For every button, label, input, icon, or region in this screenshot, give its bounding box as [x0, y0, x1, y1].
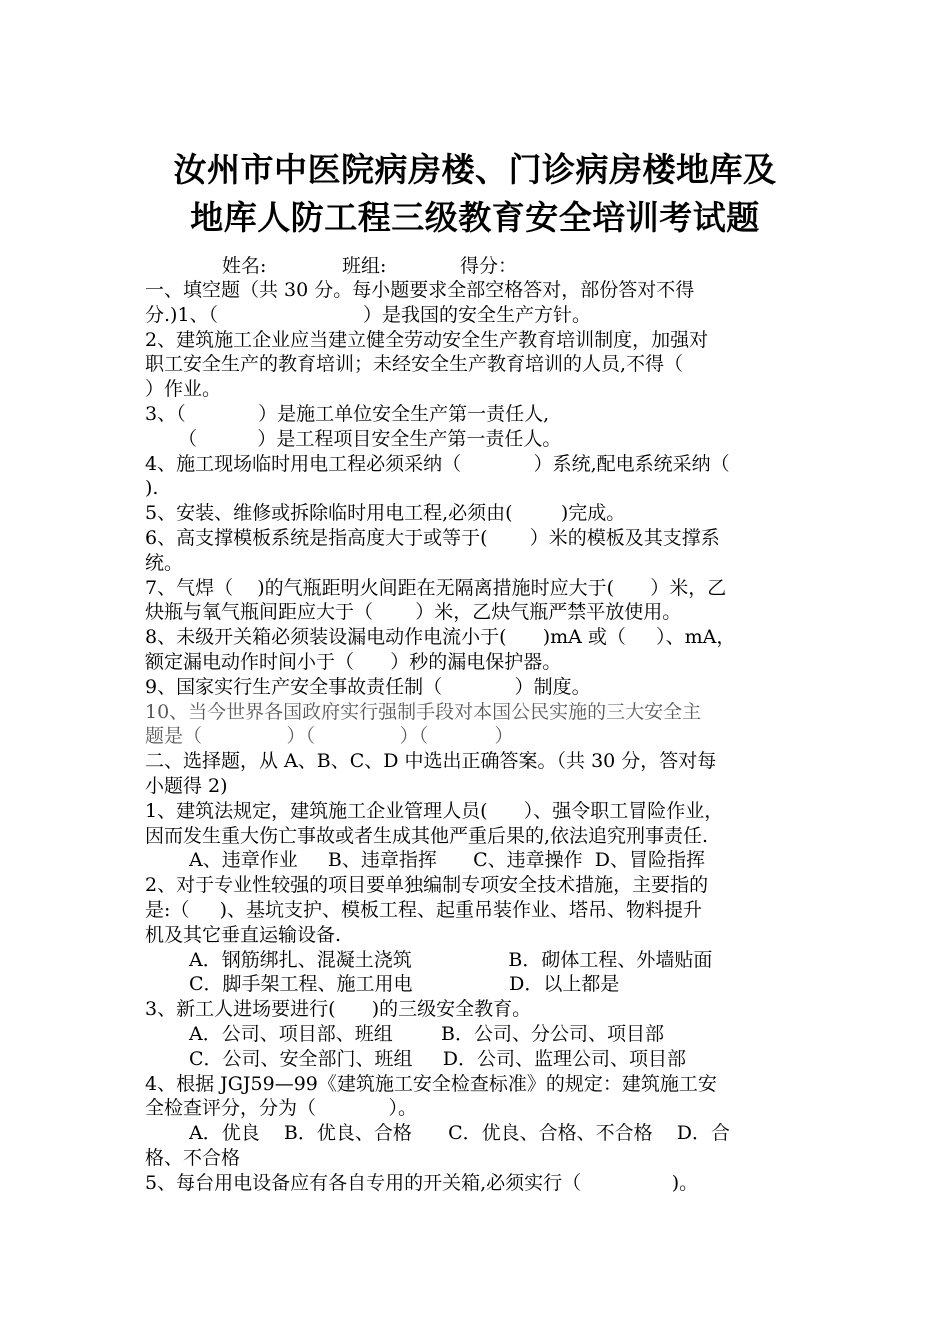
answer-options: A、违章作业 B、违章指挥 C、违章操作 D、冒险指挥 — [189, 849, 705, 872]
question-line: 1、建筑法规定，建筑施工企业管理人员( ）、强令职工冒险作业， — [145, 799, 724, 822]
question-line: 机及其它垂直运输设备. — [145, 923, 342, 946]
question-line: 3、新工人进场要进行( )的三级安全教育。 — [145, 998, 532, 1021]
question-line: 8、未级开关箱必须装设漏电动作电流小于( )mA 或（ ）、mA， — [145, 626, 736, 649]
question-line: 因而发生重大伤亡事故或者生成其他严重后果的,依法追究刑事责任. — [145, 824, 709, 847]
question-line: ）作业。 — [145, 378, 222, 401]
question-line: ). — [145, 477, 159, 500]
exam-title-line-1: 汝州市中医院病房楼、门诊病房楼地库及 — [173, 150, 777, 189]
question-line: 6、高支撑模板系统是指高度大于或等于( ）米的模板及其支撑系 — [145, 526, 720, 549]
score-label: 得分： — [460, 255, 518, 277]
question-line: （ ）是工程项目安全生产第一责任人。 — [178, 427, 562, 450]
question-line: 职工安全生产的教育培训；未经安全生产教育培训的人员,不得（ — [145, 353, 684, 376]
question-line: 2、对于专业性较强的项目要单独编制专项安全技术措施，主要指的 — [145, 874, 709, 897]
answer-options: A．钢筋绑扎、混凝土浇筑 B．砌体工程、外墙贴面 — [189, 948, 713, 971]
question-line: 统。 — [145, 551, 184, 574]
question-line: 2、建筑施工企业应当建立健全劳动安全生产教育培训制度，加强对 — [145, 328, 709, 351]
question-line: 额定漏电动作时间小于（ ）秒的漏电保护器。 — [145, 650, 562, 673]
question-line: 7、气焊（ )的气瓶距明火间距在无隔离措施时应大于( ）米，乙 — [145, 576, 727, 599]
question-line: 5、每台用电设备应有各自专用的开关箱,必须实行（ )。 — [145, 1171, 699, 1194]
answer-options: A．公司、项目部、班组 B．公司、分公司、项目部 — [189, 1022, 665, 1045]
answer-options: 格、不合格 — [145, 1146, 241, 1169]
exam-body — [145, 278, 810, 1195]
question-line: 10、当今世界各国政府实行强制手段对本国公民实施的三大安全主 — [145, 700, 702, 723]
question-line: 4、根据 JGJ59—99《建筑施工安全检查标准》的规定：建筑施工安 — [145, 1072, 717, 1095]
answer-options: A．优良 B．优良、合格 C．优良、合格、不合格 D．合 — [189, 1122, 731, 1145]
question-line: 分.)1、（ ）是我国的安全生产方针。 — [145, 303, 591, 326]
question-line: 5、安装、维修或拆除临时用电工程,必须由( )完成。 — [145, 502, 626, 525]
question-line: 3、（ ）是施工单位安全生产第一责任人, — [145, 402, 550, 425]
name-label: 姓名: — [222, 255, 267, 277]
question-line: 4、施工现场临时用电工程必须采纳（ ）系统,配电系统采纳（ — [145, 452, 730, 475]
question-line: 全检查评分，分为（ ）。 — [145, 1097, 417, 1120]
question-line: 炔瓶与氧气瓶间距应大于（ ）米，乙炔气瓶严禁平放使用。 — [145, 601, 682, 624]
answer-options: C．脚手架工程、施工用电 D．以上都是 — [189, 973, 620, 996]
question-line: 9、国家实行生产安全事故责任制（ ）制度。 — [145, 675, 591, 698]
question-line: 是:（ )、基坑支护、模板工程、起重吊装作业、塔吊、物料提升 — [145, 898, 703, 921]
section-1-heading: 一、填空题（共 30 分。每小题要求全部空格答对，部份答对不得 — [145, 279, 695, 301]
question-line: 题是（ ）（ ）（ ） — [145, 725, 514, 748]
section-2-heading: 二、选择题，从 A、B、C、D 中选出正确答案。（共 30 分，答对每 — [145, 750, 717, 773]
answer-options: C．公司、安全部门、班组 D．公司、监理公司、项目部 — [189, 1047, 686, 1070]
section-2-heading: 小题得 2) — [145, 774, 228, 797]
team-label: 班组: — [342, 255, 387, 277]
student-info-row — [222, 254, 517, 278]
exam-title-line-2: 地库人防工程三级教育安全培训考试题 — [190, 198, 760, 237]
